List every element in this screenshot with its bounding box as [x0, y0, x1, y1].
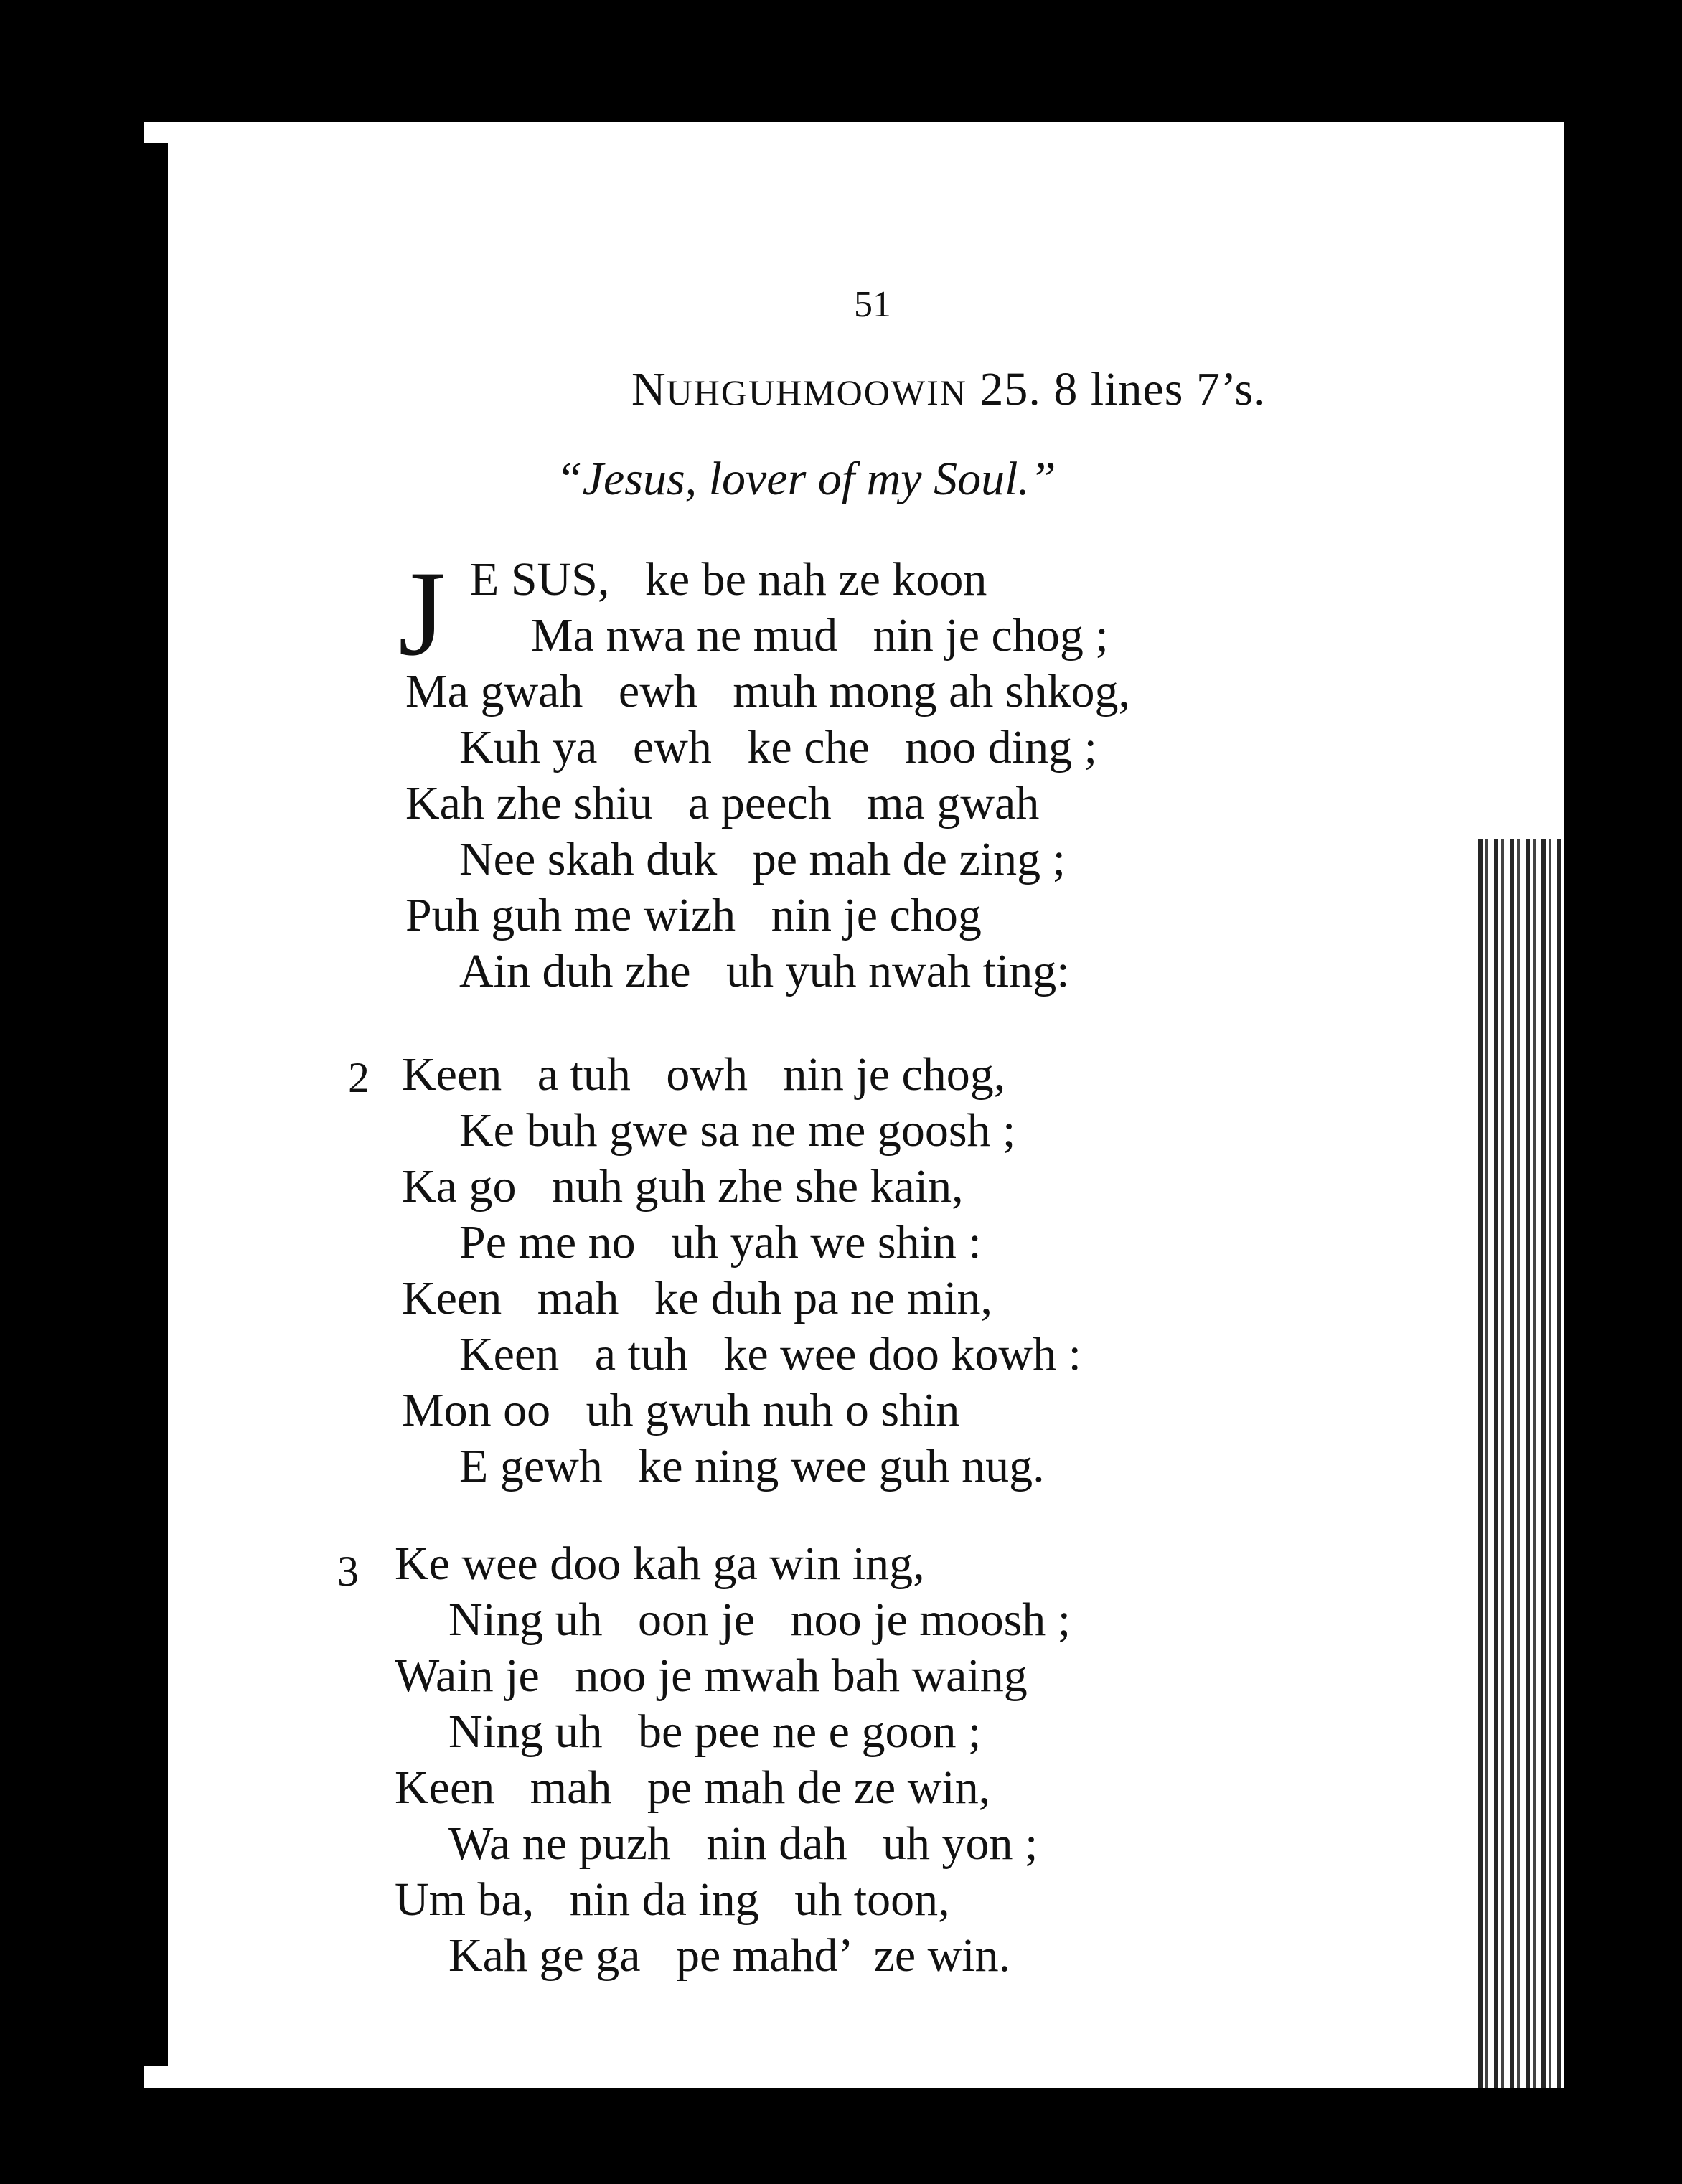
book-page [144, 122, 1564, 2088]
verse-1-line-4: Kuh ya ewh ke che noo ding ; [459, 721, 1097, 773]
verse-3-line-2: Ning uh oon je noo je moosh ; [448, 1594, 1071, 1646]
verse-2-line-2: Ke buh gwe sa ne me goosh ; [459, 1104, 1016, 1157]
verse-1-line-7: Puh guh me wizh nin je chog [405, 889, 982, 941]
verse-2-line-4: Pe me no uh yah we shin : [459, 1216, 982, 1268]
verse-number-3: 3 [337, 1548, 359, 1595]
verse-3-line-1: Ke wee doo kah ga win ing, [395, 1538, 925, 1590]
verse-1-line-6: Nee skah duk pe mah de zing ; [459, 833, 1066, 885]
verse-2-line-7: Mon oo uh gwuh nuh o shin [402, 1384, 960, 1436]
verse-1-line-1: E SUS, ke be nah ze koon [470, 553, 987, 606]
verse-2-line-1: Keen a tuh owh nin je chog, [402, 1048, 1006, 1101]
heading-initial: N [631, 363, 667, 415]
verse-2-line-6: Keen a tuh ke wee doo kowh : [459, 1328, 1081, 1380]
hymn-number: 25. [979, 363, 1041, 415]
hymn-subtitle: “Jesus, lover of my Soul.” [556, 453, 1056, 505]
verse-1-line-8: Ain duh zhe uh yuh nwah ting: [459, 945, 1070, 997]
hymn-heading [631, 362, 1267, 417]
verse-3-line-8: Kah ge ga pe mahd’ ze win. [448, 1929, 1011, 1982]
verse-3-line-5: Keen mah pe mah de ze win, [395, 1761, 991, 1814]
verse-1-line-3: Ma gwah ewh muh mong ah shkog, [405, 665, 1131, 717]
verse-1-line-2: Ma nwa ne mud nin je chog ; [531, 609, 1109, 662]
page-number: 51 [854, 284, 891, 325]
verse-3-line-4: Ning uh be pee ne e goon ; [448, 1705, 982, 1758]
verse-2-line-8: E gewh ke ning wee guh nug. [459, 1440, 1045, 1492]
verse-number-2: 2 [348, 1054, 370, 1101]
verse-2-line-3: Ka go nuh guh zhe she kain, [402, 1160, 964, 1213]
verse-3-line-3: Wain je noo je mwah bah waing [395, 1649, 1028, 1702]
verse-3-line-6: Wa ne puzh nin dah uh yon ; [448, 1817, 1038, 1870]
drop-cap: J [398, 546, 446, 681]
verse-3-line-7: Um ba, nin da ing uh toon, [395, 1873, 950, 1926]
page-edge-shadow [1478, 839, 1564, 2088]
verse-1-line-5: Kah zhe shiu a peech ma gwah [405, 777, 1040, 829]
heading-title: UHGUHMOOWIN [666, 372, 967, 413]
hymn-meter: 8 lines 7’s. [1053, 363, 1267, 415]
verse-2-line-5: Keen mah ke duh pa ne min, [402, 1272, 992, 1324]
